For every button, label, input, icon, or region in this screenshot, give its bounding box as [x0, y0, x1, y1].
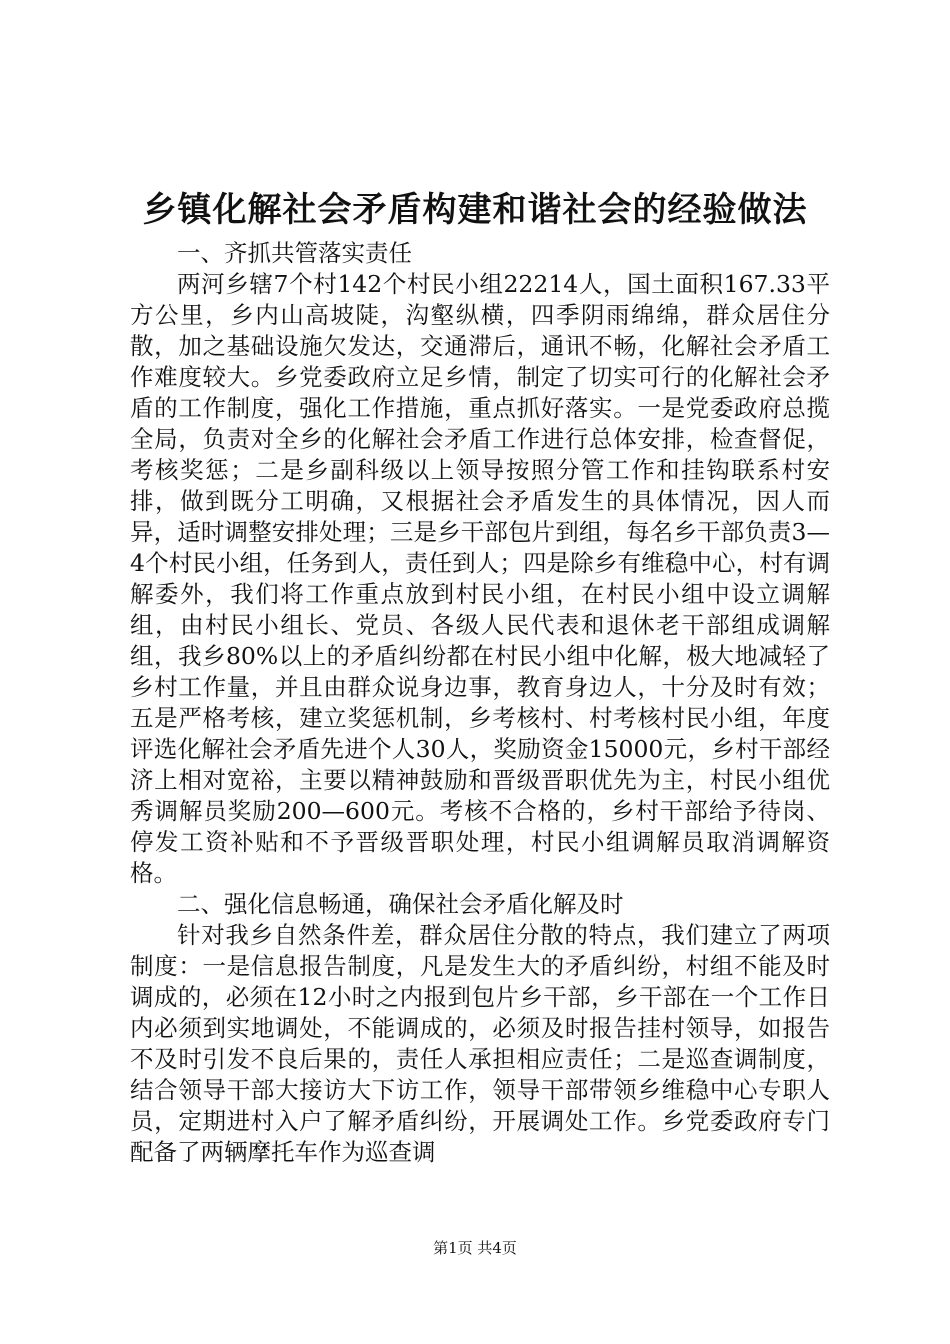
page-number-footer: 第1页 共4页 — [433, 1239, 517, 1257]
section-paragraph: 两河乡辖7个村142个村民小组22214人，国土面积167.33平方公里，乡内山高坡陡，沟壑纵横，四季阴雨绵绵，群众居住分散，加之基础设施欠发达，交通滞后，通讯不畅，化解社会矛盾工作难度较大。乡党委政府立足乡情，制定了切实可行的化解社会矛盾的工作制度，强化工作措施，重点抓好落实。一是党委政府总揽全局，负责对全乡的化解社会矛盾工作进行总体安排，检查督促，考核奖惩；二是乡副科级以上领导按照分管工作和挂钩联系村安排，做到既分工明确，又根据社会矛盾发生的具体情况，因人而异，适时调整安排处理；三是乡干部包片到组，每名乡干部负责3—4个村民小组，任务到人，责任到人；四是除乡有维稳中心，村有调解委外，我们将工作重点放到村民小组，在村民小组中设立调解组，由村民小组长、党员、各级人民代表和退休老干部组成调解组，我乡80%以上的矛盾纠纷都在村民小组中化解，极大地减轻了乡村工作量，并且由群众说身边事，教育身边人，十分及时有效；五是严格考核，建立奖惩机制，乡考核村、村考核村民小组，年度评选化解社会矛盾先进个人30人，奖励资金15000元，乡村干部经济上相对宽裕，主要以精神鼓励和晋级晋职优先为主，村民小组优秀调解员奖励200—600元。考核不合格的，乡村干部给予待岗、停发工资补贴和不予晋级晋职处理，村民小组调解员取消调解资格。 — [130, 270, 830, 887]
document-body — [130, 238, 830, 1168]
section-heading: 二、强化信息畅通，确保社会矛盾化解及时 — [177, 890, 624, 918]
document-title: 乡镇化解社会矛盾构建和谐社会的经验做法 — [142, 190, 808, 230]
section-paragraph: 针对我乡自然条件差，群众居住分散的特点，我们建立了两项制度：一是信息报告制度，凡是发生大的矛盾纠纷，村组不能及时调成的，必须在12小时之内报到包片乡干部，乡干部在一个工作日内必须到实地调处，不能调成的，必须及时报告挂村领导，如报告不及时引发不良后果的，责任人承担相应责任；二是巡查调制度，结合领导干部大接访大下访工作，领导干部带领乡维稳中心专职人员，定期进村入户了解矛盾纠纷，开展调处工作。乡党委政府专门配备了两辆摩托车作为巡查调 — [130, 921, 830, 1166]
section-heading: 一、齐抓共管落实责任 — [177, 239, 412, 267]
